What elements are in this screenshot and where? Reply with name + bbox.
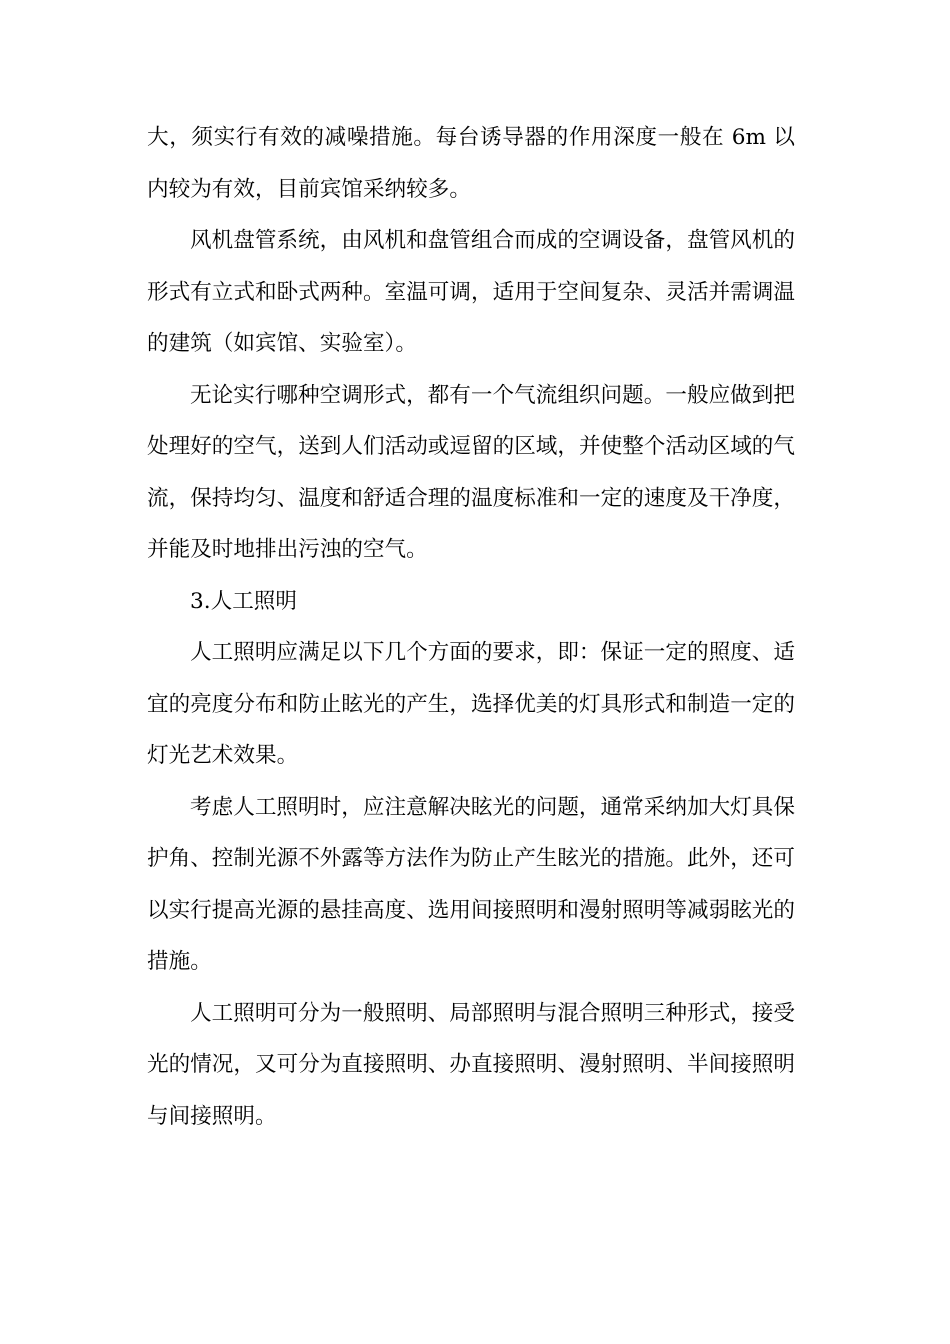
paragraph-continuation: 大，须实行有效的减噪措施。每台诱导器的作用深度一般在 6m 以内较为有效，目前宾馆采纳较多。 xyxy=(147,125,795,202)
paragraph-airflow: 无论实行哪种空调形式，都有一个气流组织问题。一般应做到把处理好的空气，送到人们活动或逗留的区域，并使整个活动区域的气流，保持均匀、温度和舒适合理的温度标准和一定的速度及干净度，并能及时地排出污浊的空气。 xyxy=(147,382,795,562)
paragraph-glare: 考虑人工照明时，应注意解决眩光的问题，通常采纳加大灯具保护角、控制光源不外露等方法作为防止产生眩光的措施。此外，还可以实行提高光源的悬挂高度、选用间接照明和漫射照明等减弱眩光的措施。 xyxy=(147,794,795,974)
section-heading-lighting: 3.人工照明 xyxy=(190,588,297,614)
paragraph-lighting-requirements: 人工照明应满足以下几个方面的要求，即：保证一定的照度、适宜的亮度分布和防止眩光的产生，选择优美的灯具形式和制造一定的灯光艺术效果。 xyxy=(147,640,795,768)
document-body xyxy=(147,112,795,1142)
paragraph-lighting-types: 人工照明可分为一般照明、局部照明与混合照明三种形式，接受光的情况，又可分为直接照明、办直接照明、漫射照明、半间接照明与间接照明。 xyxy=(147,1000,795,1129)
paragraph-fan-coil: 风机盘管系统，由风机和盘管组合而成的空调设备，盘管风机的形式有立式和卧式两种。室温可调，适用于空间复杂、灵活并需调温的建筑（如宾馆、实验室）。 xyxy=(147,228,795,356)
